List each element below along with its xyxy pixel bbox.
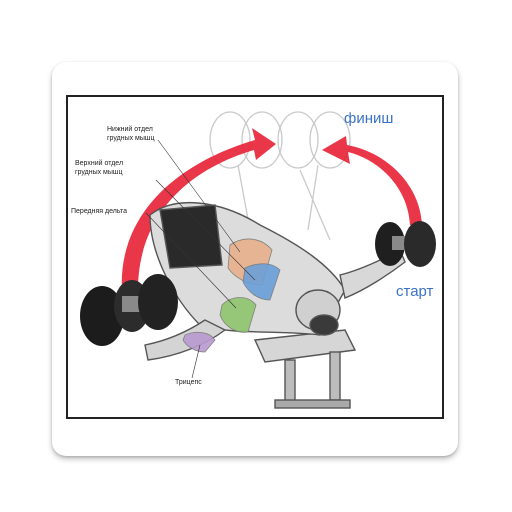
start-dumbbell-right [375,221,436,267]
label-triceps: Трицепс [175,379,202,386]
label-lower-chest-1: Нижний отдел [107,126,153,133]
label-front-delt: Передняя дельта [71,208,127,215]
bench [255,330,355,408]
label-upper-chest-1: Верхний отдел [75,160,124,167]
start-dumbbell-left [80,274,178,346]
label-lower-chest-2: грудных мышц [107,135,155,142]
label-start: старт [396,283,434,300]
label-upper-chest-2: грудных мышц [75,169,123,176]
label-finish: финиш [344,110,394,127]
